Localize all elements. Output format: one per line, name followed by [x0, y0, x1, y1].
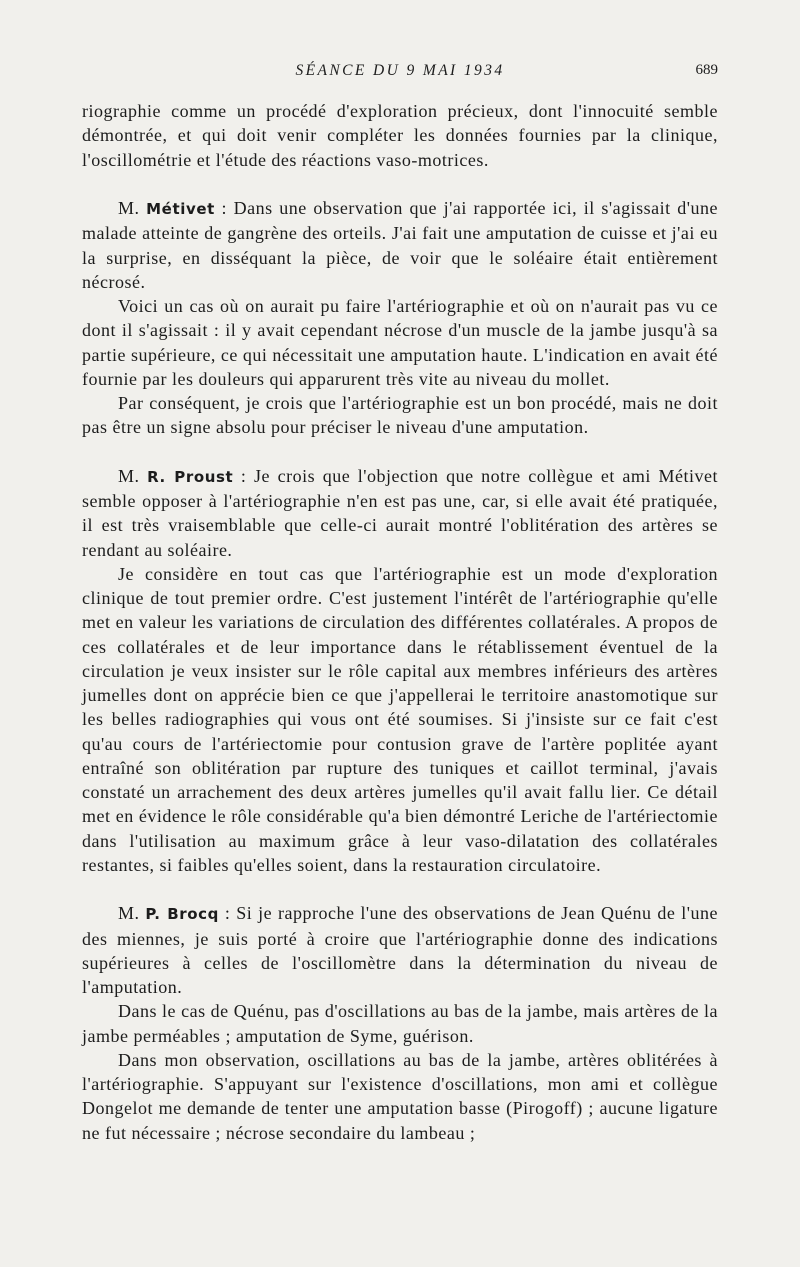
paragraph	[82, 999, 718, 1048]
speaker-name: Métivet	[146, 200, 215, 218]
body-text	[82, 99, 718, 1145]
paragraph-proust-remark	[82, 464, 718, 562]
paragraph-text: Je considère en tout cas que l'artériographie est un mode d'exploration clinique de tout premier ordre. C'est justement l'intérêt de l'artériographie qu'elle met en valeur les variations de circulation des différentes collatérales. A propos de ces collatérales et de leur importance dans le rétablissement éventuel de la circulation je veux insister sur le rôle capital aux membres inférieurs des artères jumelles dont on apprécie bien ce que j'appellerai le territoire anastomotique sur les belles radiographies qui vous ont été soumises. Si j'insiste sur ce fait c'est qu'au cours de l'artériectomie pour contusion grave de l'artère poplitée ayant entraîné son oblitération par rupture des tuniques et caillot terminal, j'avais constaté un arrachement des deux artères jumelles qu'il avait fallu lier. Ce détail met en évidence le rôle considérable qu'a bien démontré Leriche de l'artériectomie dans l'utilisation au maximum grâce à leur vaso-dilatation des collatérales restantes, si faibles qu'elles soient, dans la restauration circulatoire.	[82, 563, 718, 875]
paragraph-text: : Dans une observation que j'ai rapportée ici, il s'agissait d'une malade atteinte de gangrène des orteils. J'ai fait une amputation de cuisse et j'ai eu la surprise, en disséquant la pièce, de voir que le soléaire était entièrement nécrosé.	[82, 198, 719, 292]
paragraph-text: Par conséquent, je crois que l'artériographie est un bon procédé, mais ne doit pas être un signe absolu pour préciser le niveau d'une amputation.	[82, 393, 718, 438]
paragraph-brocq-remark	[82, 901, 718, 999]
paragraph-metivet-remark	[82, 196, 718, 294]
paragraph-text: riographie comme un procédé d'exploration précieux, dont l'innocuité semble démontrée, et qui doit venir compléter les données fournies par la clinique, l'oscillométrie et l'étude des réactions vaso-motrices.	[82, 101, 718, 170]
paragraph-text: Dans le cas de Quénu, pas d'oscillations au bas de la jambe, mais artères de la jambe perméables ; amputation de Syme, guérison.	[82, 1001, 718, 1046]
paragraph	[82, 562, 718, 877]
paragraph	[82, 294, 718, 391]
paragraph-text: Dans mon observation, oscillations au bas de la jambe, artères oblitérées à l'artériographie. S'appuyant sur l'existence d'oscillations, mon ami et collègue Dongelot me demande de tenter une amputation basse (Pirogoff) ; aucune ligature ne fut nécessaire ; nécrose secondaire du lambeau ;	[82, 1049, 718, 1143]
speaker-title: M.	[118, 465, 148, 486]
page-header	[82, 62, 718, 82]
speaker-name: P. Brocq	[145, 905, 220, 924]
paragraph-text: : Je crois que l'objection que notre collègue et ami Métivet semble opposer à l'artériographie n'en est pas une, car, si elle avait été pratiquée, il est très vraisemblable que celle-ci aurait montré l'oblitération des artères se rendant au soléaire.	[82, 465, 718, 560]
running-head: SÉANCE DU 9 MAI 1934	[295, 62, 505, 79]
paragraph-text: : Si je rapproche l'une des observations de Jean Quénu de l'une des miennes, je suis porté à croire que l'artériographie donne des indications supérieures à celles de l'oscillomètre dans la détermination du niveau de l'amputation.	[82, 903, 718, 997]
paragraph	[82, 1048, 718, 1145]
speaker-title: M.	[118, 198, 147, 218]
page-number: 689	[695, 62, 718, 78]
paragraph-continuation	[82, 99, 718, 172]
speaker-name: R. Proust	[147, 467, 234, 486]
speaker-title: M.	[118, 903, 146, 924]
paragraph	[82, 391, 718, 440]
paragraph-text: Voici un cas où on aurait pu faire l'artériographie et où on n'aurait pas vu ce dont il s'agissait : il y avait cependant nécrose d'un muscle de la jambe jusqu'à sa partie supérieure, ce qui nécessitait une amputation haute. L'indication en avait été fournie par les douleurs qui apparurent très vite au niveau du mollet.	[82, 296, 719, 389]
